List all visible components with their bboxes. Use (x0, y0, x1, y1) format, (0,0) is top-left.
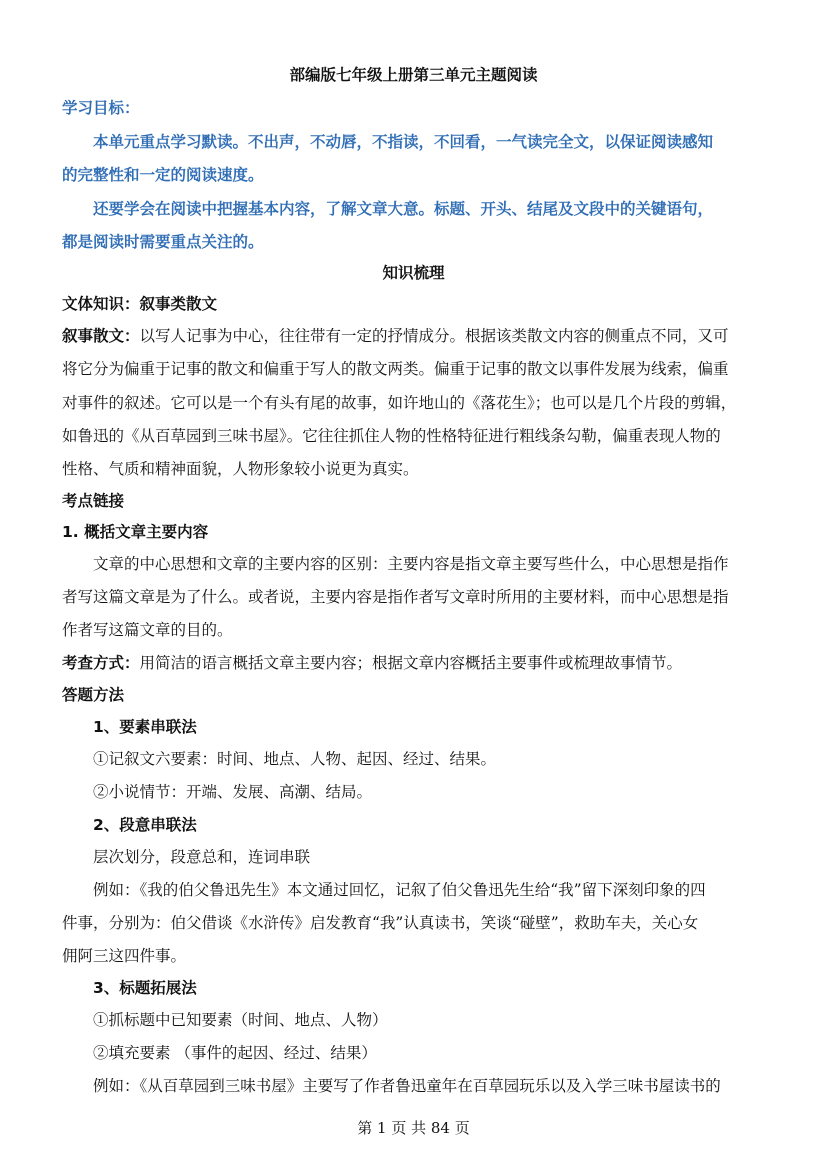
exam-method-text: 用简洁的语言概括文章主要内容；根据文章内容概括主要事件或梳理故事情节。 (139, 654, 683, 672)
goals-paragraph-line: 都是阅读时需要重点关注的。 (62, 233, 264, 251)
method-3-item: ①抓标题中已知要素（时间、地点、人物） (93, 1011, 388, 1029)
method-2-example-line: 例如：《我的伯父鲁迅先生》本文通过回忆，记叙了伯父鲁迅先生给“我”留下深刻印象的四 (93, 881, 706, 899)
narrative-paragraph-line: 如鲁迅的《从百草园到三味书屋》。它往往抓住人物的性格特征进行粗线条勾勒，偏重表现人物的 (62, 427, 721, 445)
method-3-example-line: 例如：《从百草园到三味书屋》主要写了作者鲁迅童年在百草园玩乐以及入学三味书屋读书的 (93, 1077, 721, 1095)
exam-paragraph-line: 文章的中心思想和文章的主要内容的区别：主要内容是指文章主要写些什么，中心思想是指作 (93, 555, 729, 573)
narrative-text: 以写人记事为中心，往往带有一定的抒情成分。根据该类散文内容的侧重点不同，又可 (139, 327, 729, 345)
exam-method-label: 考查方式： (62, 654, 140, 672)
exam-point-title: 1. 概括文章主要内容 (62, 523, 209, 541)
genre-label: 文体知识：叙事类散文 (62, 295, 218, 313)
page-footer: 第 1 页 共 84 页 (357, 1119, 470, 1137)
exam-heading: 考点链接 (62, 492, 125, 510)
exam-paragraph-line: 作者写这篇文章的目的。 (62, 621, 233, 639)
exam-paragraph-line: 者写这篇文章是为了什么。或者说，主要内容是指作者写文章时所用的主要材料，而中心思想是指 (62, 588, 729, 606)
goals-paragraph-line: 还要学会在阅读中把握基本内容，了解文章大意。标题、开头、结尾及文段中的关键语句， (93, 200, 714, 218)
narrative-paragraph-line: 将它分为偏重于记事的散文和偏重于写人的散文两类。偏重于记事的散文以事件发展为线索，偏重 (62, 360, 729, 378)
method-3-item: ②填充要素 （事件的起因、经过、结果） (93, 1044, 377, 1062)
goals-heading: 学习目标： (62, 99, 140, 117)
method-3-title: 3、标题拓展法 (93, 979, 197, 997)
method-1-title: 1、要素串联法 (93, 718, 197, 736)
narrative-paragraph-line: 性格、气质和精神面貌，人物形象较小说更为真实。 (62, 460, 419, 478)
method-2-example-line: 佣阿三这四件事。 (62, 947, 187, 965)
method-2-example-line: 件事，分别为：伯父借谈《水浒传》启发教育“我”认真读书，笑谈“碰壁”，救助车夫，关心女 (62, 914, 699, 932)
goals-paragraph-line: 本单元重点学习默读。不出声，不动唇，不指读，不回看，一气读完全文，以保证阅读感知 (93, 133, 714, 151)
method-1-item: ②小说情节：开端、发展、高潮、结局。 (93, 783, 373, 801)
narrative-paragraph-line: 对事件的叙述。它可以是一个有头有尾的故事，如许地山的《落花生》；也可以是几个片段的剪辑， (62, 394, 737, 412)
knowledge-heading: 知识梳理 (382, 264, 445, 282)
method-1-item: ①记叙文六要素：时间、地点、人物、起因、经过、结果。 (93, 750, 497, 768)
page-title: 部编版七年级上册第三单元主题阅读 (289, 66, 538, 84)
answer-heading: 答题方法 (62, 686, 125, 704)
narrative-paragraph-line (62, 325, 770, 347)
method-2-text: 层次划分，段意总和，连词串联 (93, 848, 311, 866)
method-2-title: 2、段意串联法 (93, 816, 197, 834)
narrative-label: 叙事散文： (62, 327, 140, 345)
goals-paragraph-line: 的完整性和一定的阅读速度。 (62, 166, 264, 184)
exam-method-line (62, 652, 770, 674)
